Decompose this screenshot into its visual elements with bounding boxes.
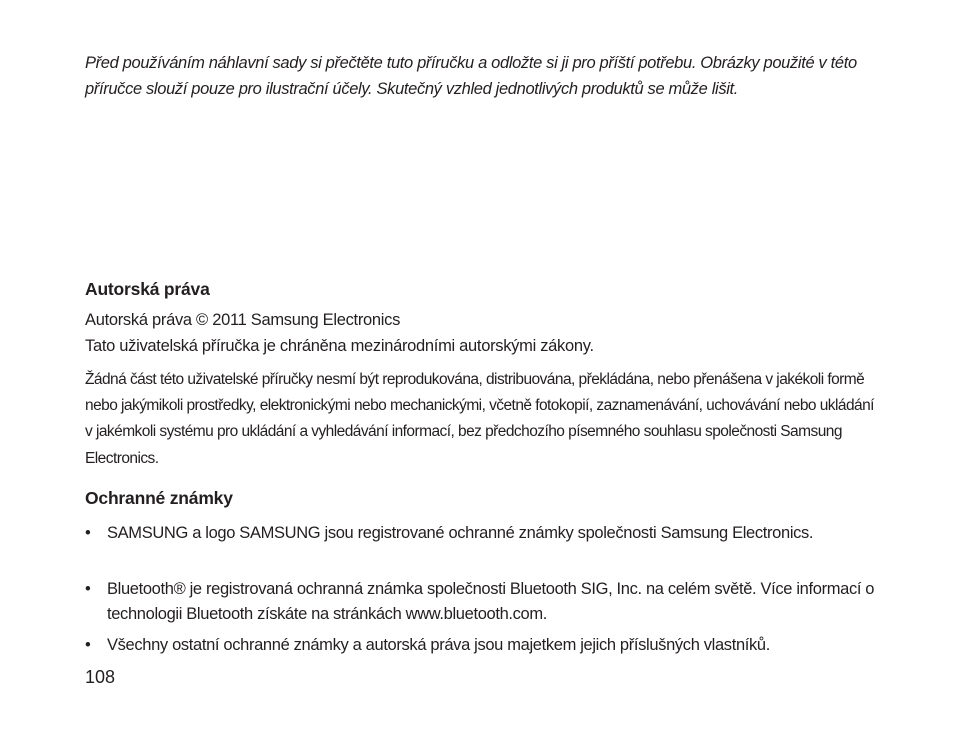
bullet-icon: • <box>85 524 91 542</box>
list-item <box>85 521 885 577</box>
trademark-bluetooth-text: Bluetooth® je registrovaná ochranná známka společnosti Bluetooth SIG, Inc. na celém světě. Více informací o technologii Bluetooth získáte na stránkách www.bluetooth.com. <box>107 580 875 623</box>
page-number: 108 <box>85 667 116 687</box>
copyright-notice: Autorská práva © 2011 Samsung Electronics <box>85 311 401 329</box>
intro-notice: Před používáním náhlavní sady si přečtěte tuto příručku a odložte si ji pro příští potřebu. Obrázky použité v této příručce slouží pouze pro ilustrační účely. Skutečný vzhled jednotlivých produktů se může lišit. <box>85 54 857 98</box>
trademarks-heading: Ochranné známky <box>85 488 233 508</box>
copyright-heading: Autorská práva <box>85 279 210 299</box>
trademark-others-text: Všechny ostatní ochranné známky a autorská práva jsou majetkem jejich příslušných vlastníků. <box>107 636 770 654</box>
copyright-protection-statement: Tato uživatelská příručka je chráněna mezinárodními autorskými zákony. <box>85 337 594 355</box>
trademark-samsung-text: SAMSUNG a logo SAMSUNG jsou registrované ochranné známky společnosti Samsung Electronics. <box>107 524 814 542</box>
list-item <box>85 633 885 658</box>
trademarks-list <box>85 521 885 658</box>
copyright-body: Žádná část této uživatelské příručky nesmí být reprodukována, distribuována, překládána, nebo přenášena v jakékoli formě nebo jakýmikoli prostředky, elektronickými nebo mechanickými, včetně fotokopií, zaznamenávání, uchovávání nebo ukládání v jakémkoli systému pro ukládání a vyhledávání informací, bez předchozího písemného souhlasu společnosti Samsung Electronics. <box>85 371 874 467</box>
list-item <box>85 577 885 633</box>
bullet-icon: • <box>85 580 91 598</box>
bullet-icon: • <box>85 636 91 654</box>
